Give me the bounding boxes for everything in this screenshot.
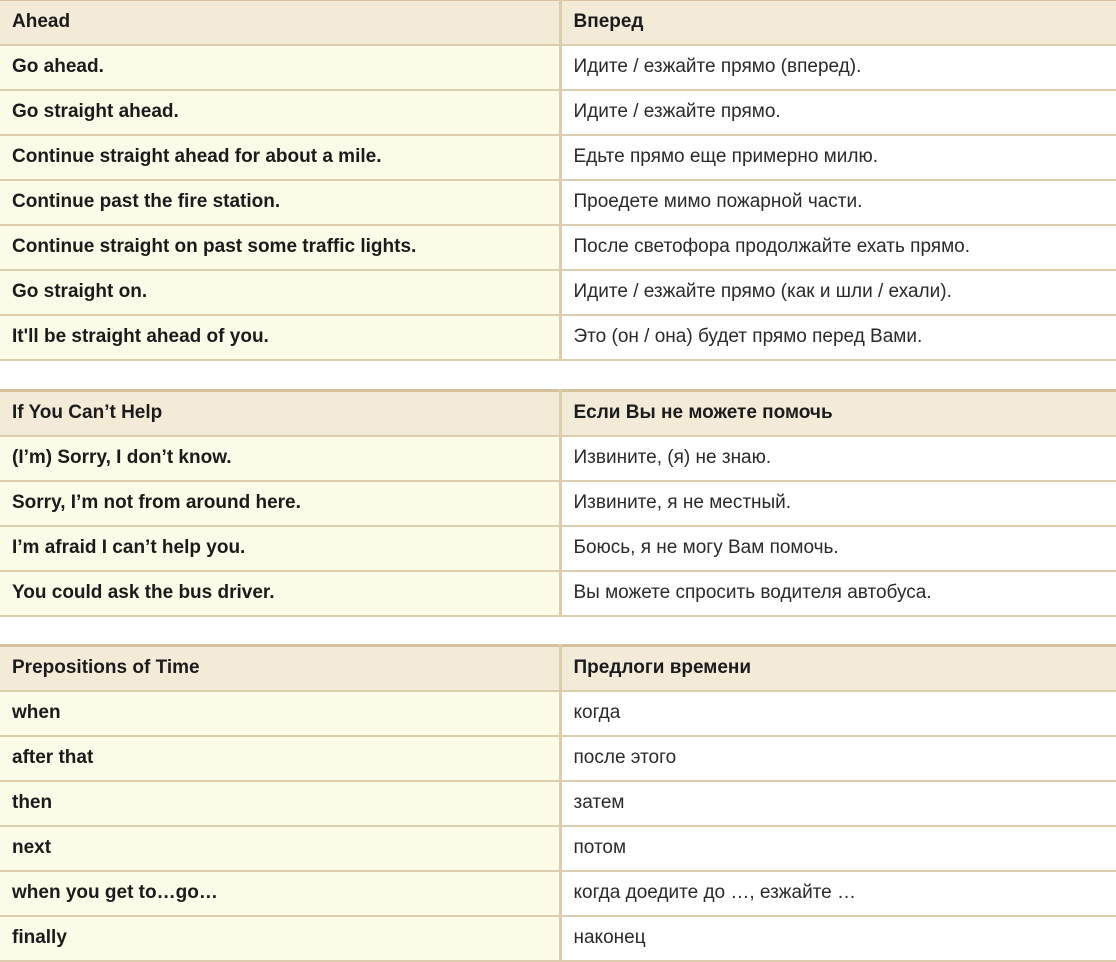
header-russian: Вперед	[560, 0, 1116, 45]
table-row	[0, 225, 1116, 270]
phrase-russian: после этого	[560, 736, 1116, 781]
table-row	[0, 526, 1116, 571]
phrase-russian: Едьте прямо еще примерно милю.	[560, 135, 1116, 180]
phrase-table-prepositions-of-time	[0, 644, 1116, 962]
phrase-russian: После светофора продолжайте ехать прямо.	[560, 225, 1116, 270]
phrase-english: Go straight on.	[0, 270, 560, 315]
table-row	[0, 315, 1116, 360]
header-english: Ahead	[0, 0, 560, 45]
phrase-russian: наконец	[560, 916, 1116, 961]
phrase-english: then	[0, 781, 560, 826]
phrase-english: after that	[0, 736, 560, 781]
phrase-english: finally	[0, 916, 560, 961]
table-row	[0, 90, 1116, 135]
table-row	[0, 781, 1116, 826]
phrase-english: (I’m) Sorry, I don’t know.	[0, 436, 560, 481]
table-row	[0, 691, 1116, 736]
table-header-row	[0, 646, 1116, 691]
table-row	[0, 571, 1116, 616]
phrase-english: It'll be straight ahead of you.	[0, 315, 560, 360]
phrase-english: when you get to…go…	[0, 871, 560, 916]
phrase-russian: Извините, (я) не знаю.	[560, 436, 1116, 481]
phrase-table-ahead	[0, 0, 1116, 361]
phrase-english: Sorry, I’m not from around here.	[0, 481, 560, 526]
table-row	[0, 871, 1116, 916]
phrase-russian: Вы можете спросить водителя автобуса.	[560, 571, 1116, 616]
table-row	[0, 481, 1116, 526]
phrase-english: I’m afraid I can’t help you.	[0, 526, 560, 571]
phrase-english: Continue past the fire station.	[0, 180, 560, 225]
header-russian: Если Вы не можете помочь	[560, 391, 1116, 436]
table-row	[0, 45, 1116, 90]
header-english: Prepositions of Time	[0, 646, 560, 691]
table-row	[0, 436, 1116, 481]
table-row	[0, 826, 1116, 871]
table-row	[0, 180, 1116, 225]
phrase-russian: Идите / езжайте прямо (вперед).	[560, 45, 1116, 90]
phrase-russian: Это (он / она) будет прямо перед Вами.	[560, 315, 1116, 360]
phrase-table-cant-help	[0, 389, 1116, 617]
phrase-english: when	[0, 691, 560, 736]
table-row	[0, 135, 1116, 180]
phrase-english: next	[0, 826, 560, 871]
phrase-russian: Проедете мимо пожарной части.	[560, 180, 1116, 225]
table-row	[0, 270, 1116, 315]
table-header-row	[0, 391, 1116, 436]
phrase-english: Go straight ahead.	[0, 90, 560, 135]
phrase-russian: Идите / езжайте прямо.	[560, 90, 1116, 135]
phrase-russian: когда доедите до …, езжайте …	[560, 871, 1116, 916]
table-header-row	[0, 0, 1116, 45]
table-row	[0, 736, 1116, 781]
phrase-russian: когда	[560, 691, 1116, 736]
phrase-russian: потом	[560, 826, 1116, 871]
phrase-russian: Боюсь, я не могу Вам помочь.	[560, 526, 1116, 571]
phrase-english: Go ahead.	[0, 45, 560, 90]
phrase-russian: Извините, я не местный.	[560, 481, 1116, 526]
phrase-english: Continue straight on past some traffic lights.	[0, 225, 560, 270]
phrase-russian: затем	[560, 781, 1116, 826]
phrase-english: You could ask the bus driver.	[0, 571, 560, 616]
table-row	[0, 916, 1116, 961]
phrase-russian: Идите / езжайте прямо (как и шли / ехали).	[560, 270, 1116, 315]
phrase-english: Continue straight ahead for about a mile.	[0, 135, 560, 180]
header-russian: Предлоги времени	[560, 646, 1116, 691]
header-english: If You Can’t Help	[0, 391, 560, 436]
